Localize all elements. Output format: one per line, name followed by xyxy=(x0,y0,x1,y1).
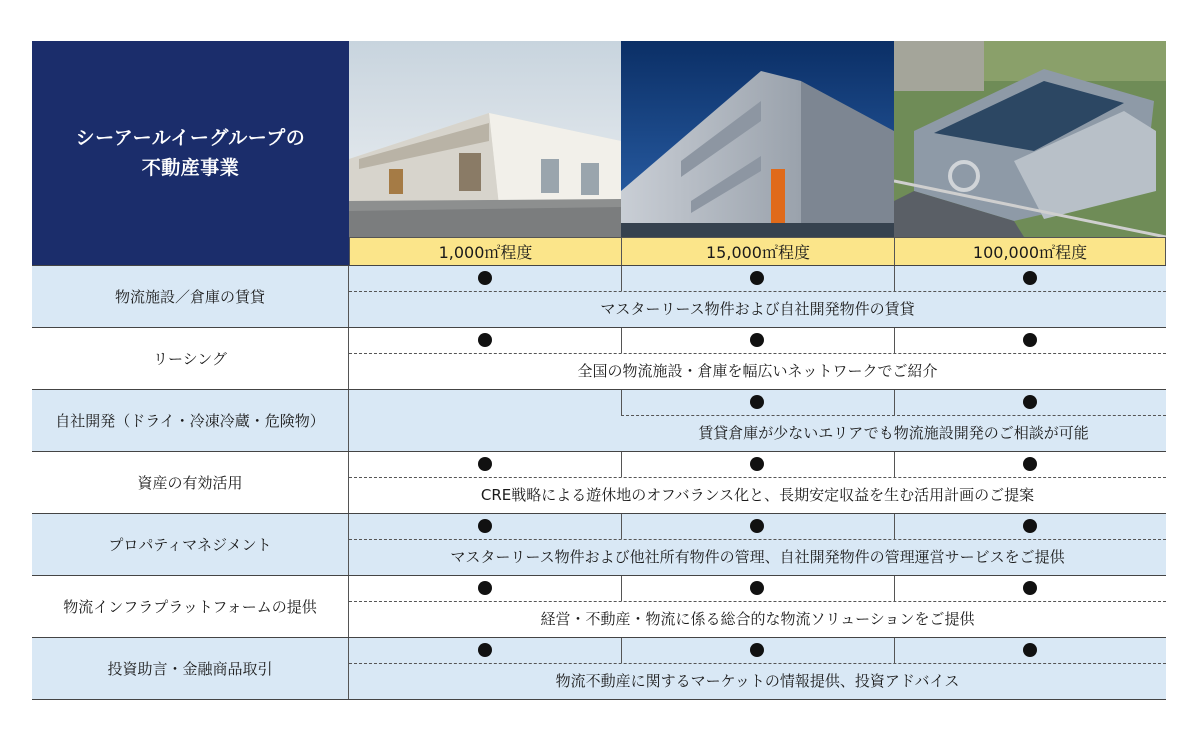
availability-dot xyxy=(478,643,492,657)
size-label-large: 100,000㎡程度 xyxy=(894,237,1166,265)
row-label: プロパティマネジメント xyxy=(32,513,349,575)
row-border xyxy=(32,451,1166,452)
row-border xyxy=(32,575,1166,576)
column-divider xyxy=(621,389,622,415)
row-border xyxy=(32,699,1166,700)
row-border xyxy=(32,327,1166,328)
mid-logistics-center-photo xyxy=(621,41,894,237)
row-border xyxy=(32,265,1166,266)
availability-dot xyxy=(750,395,764,409)
availability-dot xyxy=(478,581,492,595)
row-description: CRE戦略による遊休地のオフバランス化と、長期安定収益を生む活用計画のご提案 xyxy=(480,485,1035,504)
availability-dot xyxy=(750,581,764,595)
table-title-cell xyxy=(32,41,349,265)
title-line-2: 不動産事業 xyxy=(141,157,240,179)
dashed-divider xyxy=(621,415,1166,416)
table-row xyxy=(32,513,1166,575)
title-line-1: シーアールイーグループの xyxy=(75,127,306,149)
row-border xyxy=(32,637,1166,638)
column-divider xyxy=(894,451,895,477)
dashed-divider xyxy=(349,663,1166,664)
row-description: 経営・不動産・物流に係る総合的な物流ソリューションをご提供 xyxy=(540,609,975,628)
column-divider xyxy=(621,265,622,291)
row-label: 自社開発（ドライ・冷凍冷蔵・危険物） xyxy=(32,389,349,451)
column-divider xyxy=(621,575,622,601)
column-divider xyxy=(621,513,622,539)
row-border xyxy=(32,513,1166,514)
table-row xyxy=(32,265,1166,327)
availability-dot xyxy=(478,333,492,347)
row-label: 物流施設／倉庫の賃貸 xyxy=(32,265,349,327)
row-description: 全国の物流施設・倉庫を幅広いネットワークでご紹介 xyxy=(577,361,938,380)
size-label-small: 1,000㎡程度 xyxy=(349,237,621,265)
row-description: マスターリース物件および他社所有物件の管理、自社開発物件の管理運営サービスをご提供 xyxy=(450,547,1065,566)
row-label: 投資助言・金融商品取引 xyxy=(32,637,349,699)
row-description: 物流不動産に関するマーケットの情報提供、投資アドバイス xyxy=(555,671,960,690)
column-divider xyxy=(894,513,895,539)
row-description: マスターリース物件および自社開発物件の賃貸 xyxy=(600,299,915,318)
column-divider xyxy=(894,265,895,291)
small-warehouse-photo xyxy=(349,41,621,237)
availability-dot xyxy=(1023,271,1037,285)
column-divider xyxy=(894,327,895,353)
availability-dot xyxy=(478,457,492,471)
table-row xyxy=(32,451,1166,513)
column-divider xyxy=(621,327,622,353)
column-divider xyxy=(894,389,895,415)
availability-dot xyxy=(750,457,764,471)
availability-dot xyxy=(750,519,764,533)
dashed-divider xyxy=(349,539,1166,540)
column-divider xyxy=(894,575,895,601)
availability-dot xyxy=(1023,333,1037,347)
column-divider xyxy=(621,637,622,663)
large-logistics-park-aerial-photo xyxy=(894,41,1166,237)
availability-dot xyxy=(1023,643,1037,657)
availability-dot xyxy=(750,333,764,347)
business-table xyxy=(32,41,1166,702)
availability-dot xyxy=(1023,581,1037,595)
column-divider xyxy=(894,637,895,663)
availability-dot xyxy=(750,271,764,285)
row-border xyxy=(32,389,1166,390)
dashed-divider xyxy=(349,601,1166,602)
availability-dot xyxy=(1023,395,1037,409)
column-divider xyxy=(621,451,622,477)
availability-dot xyxy=(478,519,492,533)
table-row xyxy=(32,637,1166,699)
availability-dot xyxy=(1023,519,1037,533)
dashed-divider xyxy=(349,477,1166,478)
dashed-divider xyxy=(349,291,1166,292)
size-label-mid: 15,000㎡程度 xyxy=(621,237,894,265)
availability-dot xyxy=(1023,457,1037,471)
table-row xyxy=(32,389,1166,451)
dashed-divider xyxy=(349,353,1166,354)
row-label: 物流インフラプラットフォームの提供 xyxy=(32,575,349,637)
row-description: 賃貸倉庫が少ないエリアでも物流施設開発のご相談が可能 xyxy=(698,423,1089,442)
availability-dot xyxy=(750,643,764,657)
table-row xyxy=(32,575,1166,637)
row-label: 資産の有効活用 xyxy=(32,451,349,513)
table-row xyxy=(32,327,1166,389)
availability-dot xyxy=(478,271,492,285)
row-label: リーシング xyxy=(32,327,349,389)
